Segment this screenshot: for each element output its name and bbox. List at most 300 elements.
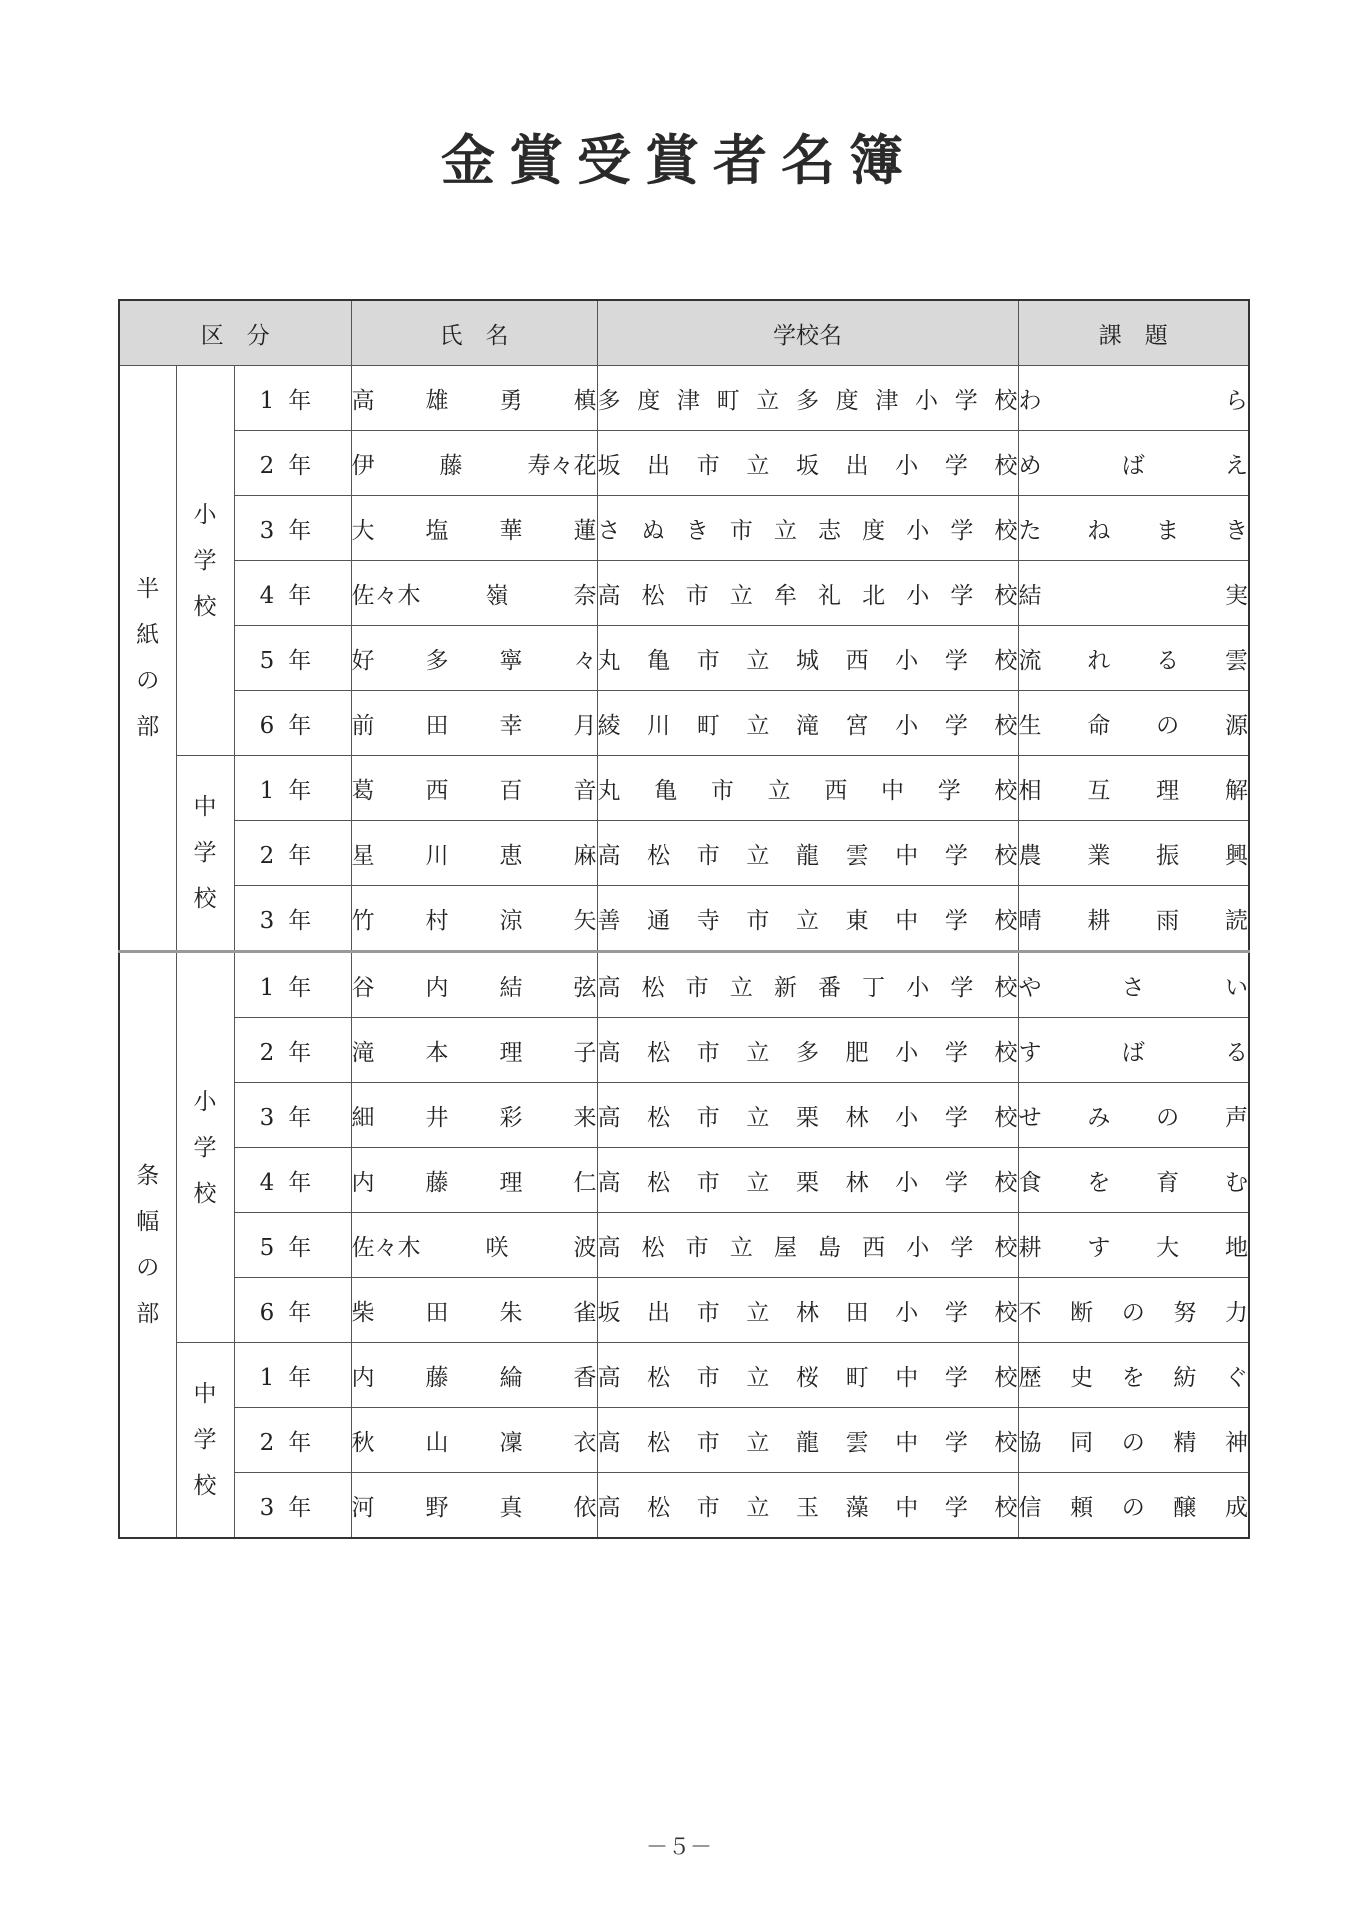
name-chars (352, 772, 597, 805)
school-char: 校 (994, 387, 1018, 414)
award-table (118, 299, 1250, 1539)
school-chars (598, 1424, 1018, 1457)
school-char: 西 (845, 647, 869, 674)
theme-cell (1018, 366, 1249, 431)
name-char: 百 (499, 777, 523, 804)
name-char: 柴 (351, 1299, 375, 1326)
table-row (119, 1148, 1249, 1213)
theme-char: 成 (1225, 1494, 1248, 1521)
theme-char: 歴 (1018, 1364, 1042, 1391)
school-char: 多 (796, 1039, 819, 1066)
theme-chars (1019, 969, 1249, 1002)
name-char: 恵 (499, 842, 523, 869)
header-theme: 課 題 (1018, 300, 1249, 366)
name-chars (352, 512, 597, 545)
school-char: 坂 (597, 1299, 621, 1326)
name-char: 細 (351, 1104, 375, 1131)
name-chars (352, 642, 597, 675)
theme-cell (1018, 821, 1249, 886)
theme-char: ら (1225, 387, 1248, 414)
school-char: 松 (647, 1104, 671, 1131)
name-char: 仁 (573, 1169, 597, 1196)
name-char: 結 (499, 974, 523, 1001)
school-chars (598, 447, 1018, 480)
school-char: 林 (796, 1299, 819, 1326)
school-char: 校 (994, 1494, 1018, 1521)
school-chars (598, 902, 1018, 935)
school-char: 松 (647, 1364, 671, 1391)
name-cell (351, 1473, 597, 1539)
school-char: 立 (746, 1364, 770, 1391)
school-char: 高 (597, 1494, 621, 1521)
theme-char: せ (1018, 1104, 1042, 1131)
name-chars (352, 1229, 597, 1262)
school-char: 学 (944, 1364, 968, 1391)
school-char: 中 (895, 1494, 919, 1521)
school-char: 東 (845, 907, 869, 934)
name-char: 本 (425, 1039, 449, 1066)
school-chars (598, 1164, 1018, 1197)
school-char: 出 (845, 452, 869, 479)
school-char: 丸 (597, 777, 621, 804)
school-char: 小 (906, 1234, 930, 1261)
table-row (119, 366, 1249, 431)
school-chars (598, 1229, 1018, 1262)
theme-cell (1018, 952, 1249, 1018)
name-char: 嶺 (485, 582, 509, 609)
name-char: 葛 (351, 777, 375, 804)
theme-char: 力 (1225, 1299, 1248, 1326)
name-char: 幸 (499, 712, 523, 739)
theme-char: 同 (1070, 1429, 1094, 1456)
school-char: 小 (915, 387, 938, 414)
table-row (119, 1473, 1249, 1539)
school-char: 栗 (796, 1169, 819, 1196)
table-row (119, 496, 1249, 561)
name-chars (352, 902, 597, 935)
theme-char: る (1225, 1039, 1248, 1066)
school-char: 立 (746, 1104, 770, 1131)
name-char: 田 (425, 712, 449, 739)
school-char: 西 (824, 777, 848, 804)
level-label-text: 中学校 (193, 794, 217, 912)
name-char: 内 (351, 1169, 375, 1196)
name-char: 衣 (573, 1429, 597, 1456)
theme-char: 耕 (1087, 907, 1111, 934)
grade-cell: 1年 (234, 366, 351, 431)
name-char: 雄 (425, 387, 449, 414)
school-char: 学 (937, 777, 961, 804)
school-char: 善 (597, 907, 621, 934)
theme-char: ば (1121, 1039, 1145, 1066)
school-char: 学 (944, 1169, 968, 1196)
school-char: 市 (685, 582, 709, 609)
school-char: 市 (696, 647, 720, 674)
theme-char: ば (1121, 452, 1145, 479)
theme-chars (1019, 1099, 1249, 1132)
name-char: 彩 (499, 1104, 523, 1131)
name-char: 理 (499, 1039, 523, 1066)
name-cell (351, 496, 597, 561)
school-char: 高 (597, 1039, 621, 1066)
name-char: 高 (351, 387, 375, 414)
school-cell (597, 626, 1018, 691)
school-char: 度 (835, 387, 859, 414)
school-char: 田 (845, 1299, 869, 1326)
school-char: 校 (994, 1039, 1018, 1066)
school-char: 立 (756, 387, 780, 414)
school-chars (598, 382, 1018, 415)
division-label-text: 半紙の部 (136, 576, 160, 740)
name-char: 月 (573, 712, 597, 739)
grade-cell: 3年 (234, 1083, 351, 1148)
school-char: 校 (994, 1234, 1018, 1261)
school-chars (598, 512, 1018, 545)
school-char: 校 (994, 1169, 1018, 1196)
table-row (119, 886, 1249, 952)
school-char: 学 (950, 1234, 974, 1261)
school-char: 校 (994, 1104, 1018, 1131)
theme-char: 地 (1224, 1234, 1248, 1261)
school-char: 学 (950, 517, 974, 544)
school-char: 小 (895, 452, 919, 479)
school-char: 市 (696, 1364, 720, 1391)
theme-chars (1019, 1164, 1249, 1197)
theme-char: 互 (1087, 777, 1111, 804)
theme-char: の (1121, 1494, 1145, 1521)
theme-chars (1019, 707, 1249, 740)
school-char: 校 (994, 1364, 1018, 1391)
theme-char: 流 (1018, 647, 1042, 674)
school-char: 立 (746, 647, 770, 674)
theme-cell (1018, 1148, 1249, 1213)
name-char: 真 (499, 1494, 523, 1521)
school-char: 度 (637, 387, 661, 414)
theme-cell (1018, 886, 1249, 952)
school-chars (598, 577, 1018, 610)
theme-chars (1019, 902, 1249, 935)
school-char: 学 (944, 907, 968, 934)
name-chars (352, 1034, 597, 1067)
school-char: 小 (906, 582, 930, 609)
school-char: 小 (895, 647, 919, 674)
theme-char: 醸 (1173, 1494, 1197, 1521)
theme-char: 断 (1070, 1299, 1094, 1326)
name-char: 内 (351, 1364, 375, 1391)
school-char: 市 (696, 1169, 720, 1196)
school-char: 出 (647, 1299, 671, 1326)
theme-char: 雨 (1156, 907, 1180, 934)
theme-char: 農 (1018, 842, 1042, 869)
theme-chars (1019, 837, 1249, 870)
name-cell (351, 1148, 597, 1213)
school-cell (597, 1213, 1018, 1278)
name-cell (351, 691, 597, 756)
theme-char: み (1087, 1104, 1111, 1131)
name-char: 谷 (351, 974, 375, 1001)
name-char: 涼 (499, 907, 523, 934)
theme-char: を (1087, 1169, 1111, 1196)
school-char: 市 (746, 907, 770, 934)
school-char: 高 (597, 1234, 621, 1261)
table-row (119, 952, 1249, 1018)
table-row (119, 561, 1249, 626)
grade-cell: 3年 (234, 496, 351, 561)
theme-char: 大 (1156, 1234, 1180, 1261)
theme-char: た (1018, 517, 1042, 544)
school-char: 桜 (796, 1364, 819, 1391)
school-char: 綾 (597, 712, 621, 739)
theme-cell (1018, 626, 1249, 691)
school-char: 学 (944, 647, 968, 674)
name-char: 理 (499, 1169, 523, 1196)
theme-char: 史 (1070, 1364, 1094, 1391)
school-char: 松 (641, 1234, 665, 1261)
name-char: 井 (425, 1104, 449, 1131)
level-label (176, 366, 234, 756)
name-cell (351, 431, 597, 496)
name-char: 寧 (499, 647, 523, 674)
grade-cell: 6年 (234, 691, 351, 756)
name-char: 華 (499, 517, 523, 544)
school-char: 坂 (796, 452, 819, 479)
school-char: 市 (696, 452, 720, 479)
table-row (119, 1083, 1249, 1148)
name-char: 々 (573, 647, 597, 674)
school-char: 城 (796, 647, 819, 674)
theme-char: る (1156, 647, 1180, 674)
name-chars (352, 382, 597, 415)
name-char: 好 (351, 647, 375, 674)
school-char: 川 (647, 712, 671, 739)
theme-chars (1019, 1229, 1249, 1262)
level-label-text: 中学校 (193, 1381, 217, 1499)
school-char: 校 (994, 842, 1018, 869)
theme-char: ね (1087, 517, 1111, 544)
name-char: 竹 (351, 907, 375, 934)
school-char: 立 (796, 907, 819, 934)
school-cell (597, 756, 1018, 821)
school-char: 立 (746, 712, 770, 739)
theme-cell (1018, 561, 1249, 626)
school-chars (598, 707, 1018, 740)
school-char: 学 (944, 1429, 968, 1456)
school-char: 校 (994, 1299, 1018, 1326)
theme-char: 晴 (1018, 907, 1042, 934)
theme-cell (1018, 1278, 1249, 1343)
school-char: 校 (994, 647, 1018, 674)
school-char: 中 (895, 842, 919, 869)
school-char: 立 (746, 1169, 770, 1196)
name-cell (351, 821, 597, 886)
theme-char: 食 (1018, 1169, 1042, 1196)
theme-cell (1018, 691, 1249, 756)
school-char: 龍 (796, 1429, 819, 1456)
theme-chars (1019, 1359, 1249, 1392)
header-name: 氏 名 (351, 300, 597, 366)
level-label (176, 952, 234, 1343)
name-char: 矢 (573, 907, 597, 934)
school-char: 牟 (773, 582, 797, 609)
school-char: 松 (641, 582, 665, 609)
name-char: 秋 (351, 1429, 375, 1456)
name-char: 依 (573, 1494, 597, 1521)
theme-cell (1018, 756, 1249, 821)
school-char: 校 (994, 777, 1018, 804)
theme-char: わ (1018, 387, 1042, 414)
school-char: 町 (716, 387, 740, 414)
name-cell (351, 1408, 597, 1473)
theme-char: 相 (1018, 777, 1042, 804)
school-char: 学 (954, 387, 978, 414)
name-char: 星 (351, 842, 375, 869)
name-chars (352, 577, 597, 610)
page-title: 金賞受賞者名簿 (441, 129, 917, 192)
name-char: 槙 (573, 387, 597, 414)
school-char: 学 (944, 1039, 968, 1066)
theme-cell (1018, 1408, 1249, 1473)
school-char: 立 (773, 517, 797, 544)
header-school: 学校名 (597, 300, 1018, 366)
school-char: 学 (944, 1299, 968, 1326)
name-char: 内 (425, 974, 449, 1001)
name-char: 朱 (499, 1299, 523, 1326)
name-chars (352, 1294, 597, 1327)
school-char: 校 (994, 907, 1018, 934)
name-char: 綸 (499, 1364, 523, 1391)
school-char: 学 (950, 582, 974, 609)
school-char: 滝 (796, 712, 819, 739)
name-char: 藤 (439, 452, 463, 479)
table-row (119, 1343, 1249, 1408)
grade-cell: 2年 (234, 1408, 351, 1473)
table-row (119, 821, 1249, 886)
theme-chars (1019, 382, 1249, 415)
theme-char: の (1121, 1299, 1145, 1326)
school-char: 林 (845, 1104, 869, 1131)
school-char: 小 (895, 712, 919, 739)
school-char: 寺 (696, 907, 720, 934)
name-cell (351, 366, 597, 431)
school-chars (598, 1099, 1018, 1132)
theme-char: 結 (1018, 582, 1042, 609)
theme-chars (1019, 772, 1249, 805)
school-char: 屋 (773, 1234, 797, 1261)
theme-char: 読 (1224, 907, 1248, 934)
name-cell (351, 1213, 597, 1278)
name-char: 佐々木 (351, 1234, 421, 1261)
name-char: 川 (425, 842, 449, 869)
theme-cell (1018, 1343, 1249, 1408)
name-char: 雀 (573, 1299, 597, 1326)
division-label (119, 952, 176, 1539)
school-char: 中 (895, 907, 919, 934)
name-cell (351, 1083, 597, 1148)
school-char: 学 (944, 712, 968, 739)
school-char: 市 (685, 974, 709, 1001)
school-char: 市 (696, 1039, 720, 1066)
grade-cell: 3年 (234, 886, 351, 952)
school-char: 市 (696, 1299, 720, 1326)
school-char: 市 (729, 517, 753, 544)
school-chars (598, 1359, 1018, 1392)
school-char: 市 (685, 1234, 709, 1261)
school-cell (597, 1278, 1018, 1343)
theme-chars (1019, 1034, 1249, 1067)
name-char: 蓮 (573, 517, 597, 544)
school-chars (598, 837, 1018, 870)
theme-char: 業 (1087, 842, 1111, 869)
school-char: 新 (773, 974, 797, 1001)
school-char: 立 (729, 974, 753, 1001)
table-row (119, 1213, 1249, 1278)
school-char: 高 (597, 1429, 621, 1456)
school-char: 津 (676, 387, 700, 414)
name-char: 前 (351, 712, 375, 739)
grade-cell: 2年 (234, 1018, 351, 1083)
school-char: さ (597, 517, 621, 544)
theme-char: 精 (1173, 1429, 1197, 1456)
name-cell (351, 886, 597, 952)
school-chars (598, 1489, 1018, 1522)
school-char: 高 (597, 974, 621, 1001)
school-char: 小 (895, 1299, 919, 1326)
theme-char: め (1018, 452, 1042, 479)
theme-char: 生 (1018, 712, 1042, 739)
grade-cell: 5年 (234, 1213, 351, 1278)
school-char: 学 (950, 974, 974, 1001)
name-cell (351, 1278, 597, 1343)
school-chars (598, 1034, 1018, 1067)
name-char: 塩 (425, 517, 449, 544)
name-chars (352, 1424, 597, 1457)
school-char: 松 (647, 1039, 671, 1066)
theme-char: 協 (1018, 1429, 1042, 1456)
name-char: 滝 (351, 1039, 375, 1066)
theme-char: 雲 (1224, 647, 1248, 674)
school-char: 松 (647, 842, 671, 869)
school-chars (598, 642, 1018, 675)
name-char: 子 (573, 1039, 597, 1066)
school-char: 学 (944, 1494, 968, 1521)
school-char: 多 (597, 387, 621, 414)
school-cell (597, 1343, 1018, 1408)
school-char: 高 (597, 582, 621, 609)
name-chars (352, 1164, 597, 1197)
theme-char: の (1156, 712, 1180, 739)
name-cell (351, 1018, 597, 1083)
theme-char: 不 (1018, 1299, 1042, 1326)
school-cell (597, 1083, 1018, 1148)
name-cell (351, 1343, 597, 1408)
theme-char: れ (1087, 647, 1111, 674)
school-char: 高 (597, 1104, 621, 1131)
name-chars (352, 1099, 597, 1132)
school-chars (598, 772, 1018, 805)
name-chars (352, 1359, 597, 1392)
name-chars (352, 447, 597, 480)
theme-char: す (1087, 1234, 1111, 1261)
theme-cell (1018, 1473, 1249, 1539)
table-row (119, 1018, 1249, 1083)
theme-char: い (1225, 974, 1248, 1001)
school-char: 島 (818, 1234, 842, 1261)
school-char: 雲 (845, 842, 869, 869)
school-char: 中 (895, 1364, 919, 1391)
school-char: 小 (895, 1169, 919, 1196)
school-chars (598, 969, 1018, 1002)
theme-char: き (1224, 517, 1248, 544)
